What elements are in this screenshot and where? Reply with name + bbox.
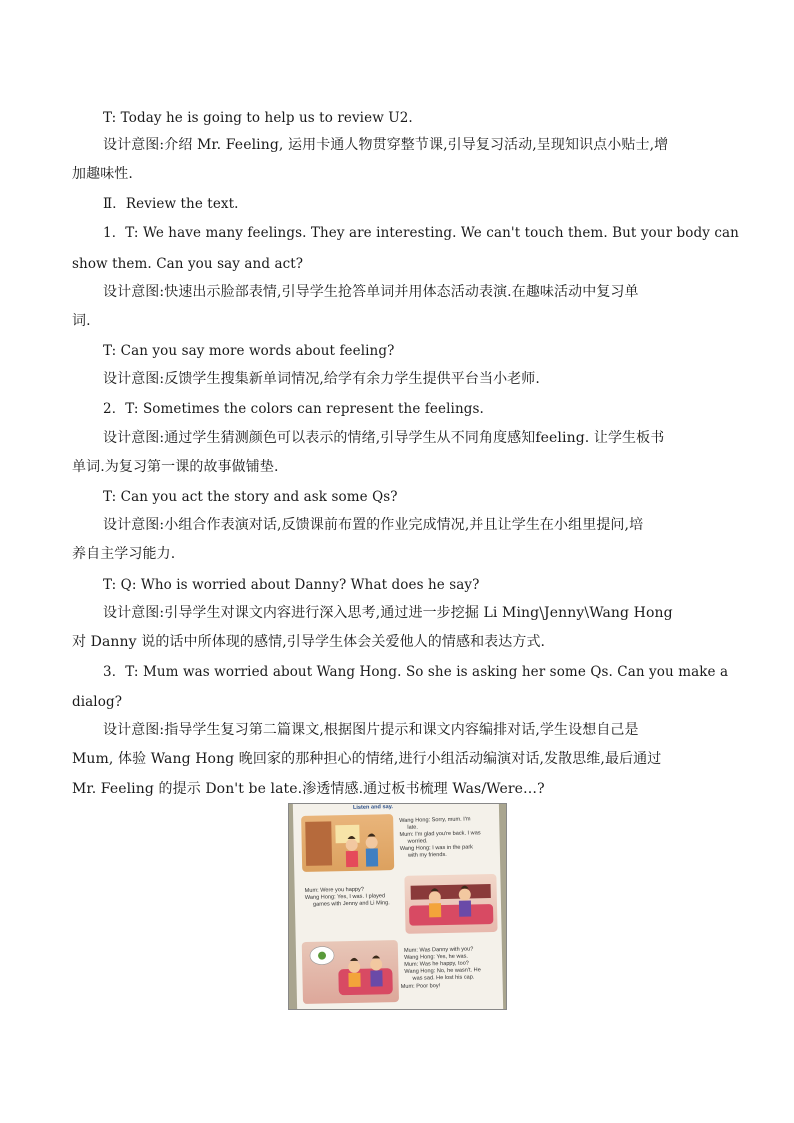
design-intent-7-cont: Mum, 体验 Wang Hong 晚回家的那种担心的情绪,进行小组活动编演对话,发散思维,最后通过 bbox=[72, 751, 662, 767]
illustration-armchair-scene bbox=[302, 940, 399, 1004]
dialog-1-line-4: worried. bbox=[407, 838, 428, 845]
dialog-2-line-2: Wang Hong: Yes, I was. I played bbox=[304, 893, 386, 901]
dialog-3-line-2: Wang Hong: Yes, he was. bbox=[404, 953, 468, 961]
textbook-page bbox=[293, 803, 503, 1010]
design-intent-5-cont: 养自主学习能力. bbox=[72, 546, 176, 562]
dialog-1-line-1: Wang Hong: Sorry, mum. I'm bbox=[399, 816, 471, 824]
dialog-3-line-4: Wang Hong: No, he wasn't. He bbox=[404, 967, 481, 975]
teacher-line-review-u2: T: Today he is going to help us to review U2. bbox=[103, 110, 413, 126]
dialog-1-line-6: with my friends. bbox=[407, 851, 447, 859]
design-intent-5: 设计意图:小组合作表演对话,反馈课前布置的作业完成情况,并且让学生在小组里提问,培 bbox=[103, 517, 644, 533]
section-heading-review: Ⅱ．Review the text. bbox=[103, 196, 239, 212]
illustration-panel-3 bbox=[302, 940, 399, 1004]
design-intent-2: 设计意图:快速出示脸部表情,引导学生抢答单词并用体态活动表演.在趣味活动中复习单 bbox=[103, 284, 639, 300]
design-intent-6: 设计意图:引导学生对课文内容进行深入思考,通过进一步挖掘 Li Ming\Jenny\Wang Hong bbox=[103, 605, 673, 621]
dialog-3-line-6: Mum: Poor boy! bbox=[400, 983, 441, 990]
illustration-panel-2 bbox=[404, 874, 497, 934]
dialog-1-line-5: Wang Hong: I was in the park bbox=[399, 844, 474, 852]
textbook-photo bbox=[288, 803, 507, 1010]
step-1-teacher-line-cont: show them. Can you say and act? bbox=[72, 256, 304, 272]
dialog-3-line-5: was sad. He lost his cap. bbox=[412, 974, 475, 982]
step-3-teacher-line-cont: dialog? bbox=[72, 694, 123, 710]
design-intent-2-cont: 词. bbox=[72, 313, 91, 329]
design-intent-1: 设计意图:介绍 Mr. Feeling, 运用卡通人物贯穿整节课,引导复习活动,呈现知识点小贴士,增 bbox=[103, 137, 669, 153]
teacher-line-more-words: T: Can you say more words about feeling? bbox=[103, 343, 395, 359]
design-intent-1-cont: 加趣味性. bbox=[72, 166, 133, 182]
illustration-sofa-scene bbox=[404, 874, 497, 934]
dialog-3-line-3: Mum: Was he happy, too? bbox=[404, 960, 469, 968]
teacher-line-question: T: Q: Who is worried about Danny? What does he say? bbox=[103, 577, 480, 593]
dialog-2-line-1: Mum: Were you happy? bbox=[304, 886, 364, 894]
design-intent-6-cont: 对 Danny 说的话中所体现的感情,引导学生体会关爱他人的情感和表达方式. bbox=[72, 634, 546, 650]
step-3-teacher-line: 3．T: Mum was worried about Wang Hong. So she is asking her some Qs. Can you make a bbox=[103, 664, 729, 680]
dialog-2-line-3: games with Jenny and Li Ming. bbox=[312, 900, 390, 908]
teacher-line-act-story: T: Can you act the story and ask some Qs? bbox=[103, 489, 398, 505]
design-intent-4: 设计意图:通过学生猜测颜色可以表示的情绪,引导学生从不同角度感知feeling. 让学生板书 bbox=[103, 430, 665, 446]
illustration-panel-1 bbox=[301, 814, 394, 872]
dialog-3-line-1: Mum: Was Danny with you? bbox=[403, 946, 474, 954]
design-intent-3: 设计意图:反馈学生搜集新单词情况,给学有余力学生提供平台当小老师. bbox=[103, 371, 540, 387]
photo-header: Listen and say. bbox=[352, 804, 393, 811]
step-1-teacher-line: 1．T: We have many feelings. They are interesting. We can't touch them. But your body can bbox=[103, 225, 739, 241]
dialog-1-line-3: Mum: I'm glad you're back. I was bbox=[399, 830, 481, 838]
design-intent-7: 设计意图:指导学生复习第二篇课文,根据图片提示和课文内容编排对话,学生设想自己是 bbox=[103, 722, 639, 738]
step-2-teacher-line: 2．T: Sometimes the colors can represent the feelings. bbox=[103, 401, 484, 417]
dialog-1-line-2: late. bbox=[407, 824, 419, 831]
design-intent-4-cont: 单词.为复习第一课的故事做铺垫. bbox=[72, 459, 279, 475]
illustration-door-scene bbox=[301, 814, 394, 872]
design-intent-7-end: Mr. Feeling 的提示 Don't be late.渗透情感.通过板书梳理 Was/Were…? bbox=[72, 781, 545, 797]
